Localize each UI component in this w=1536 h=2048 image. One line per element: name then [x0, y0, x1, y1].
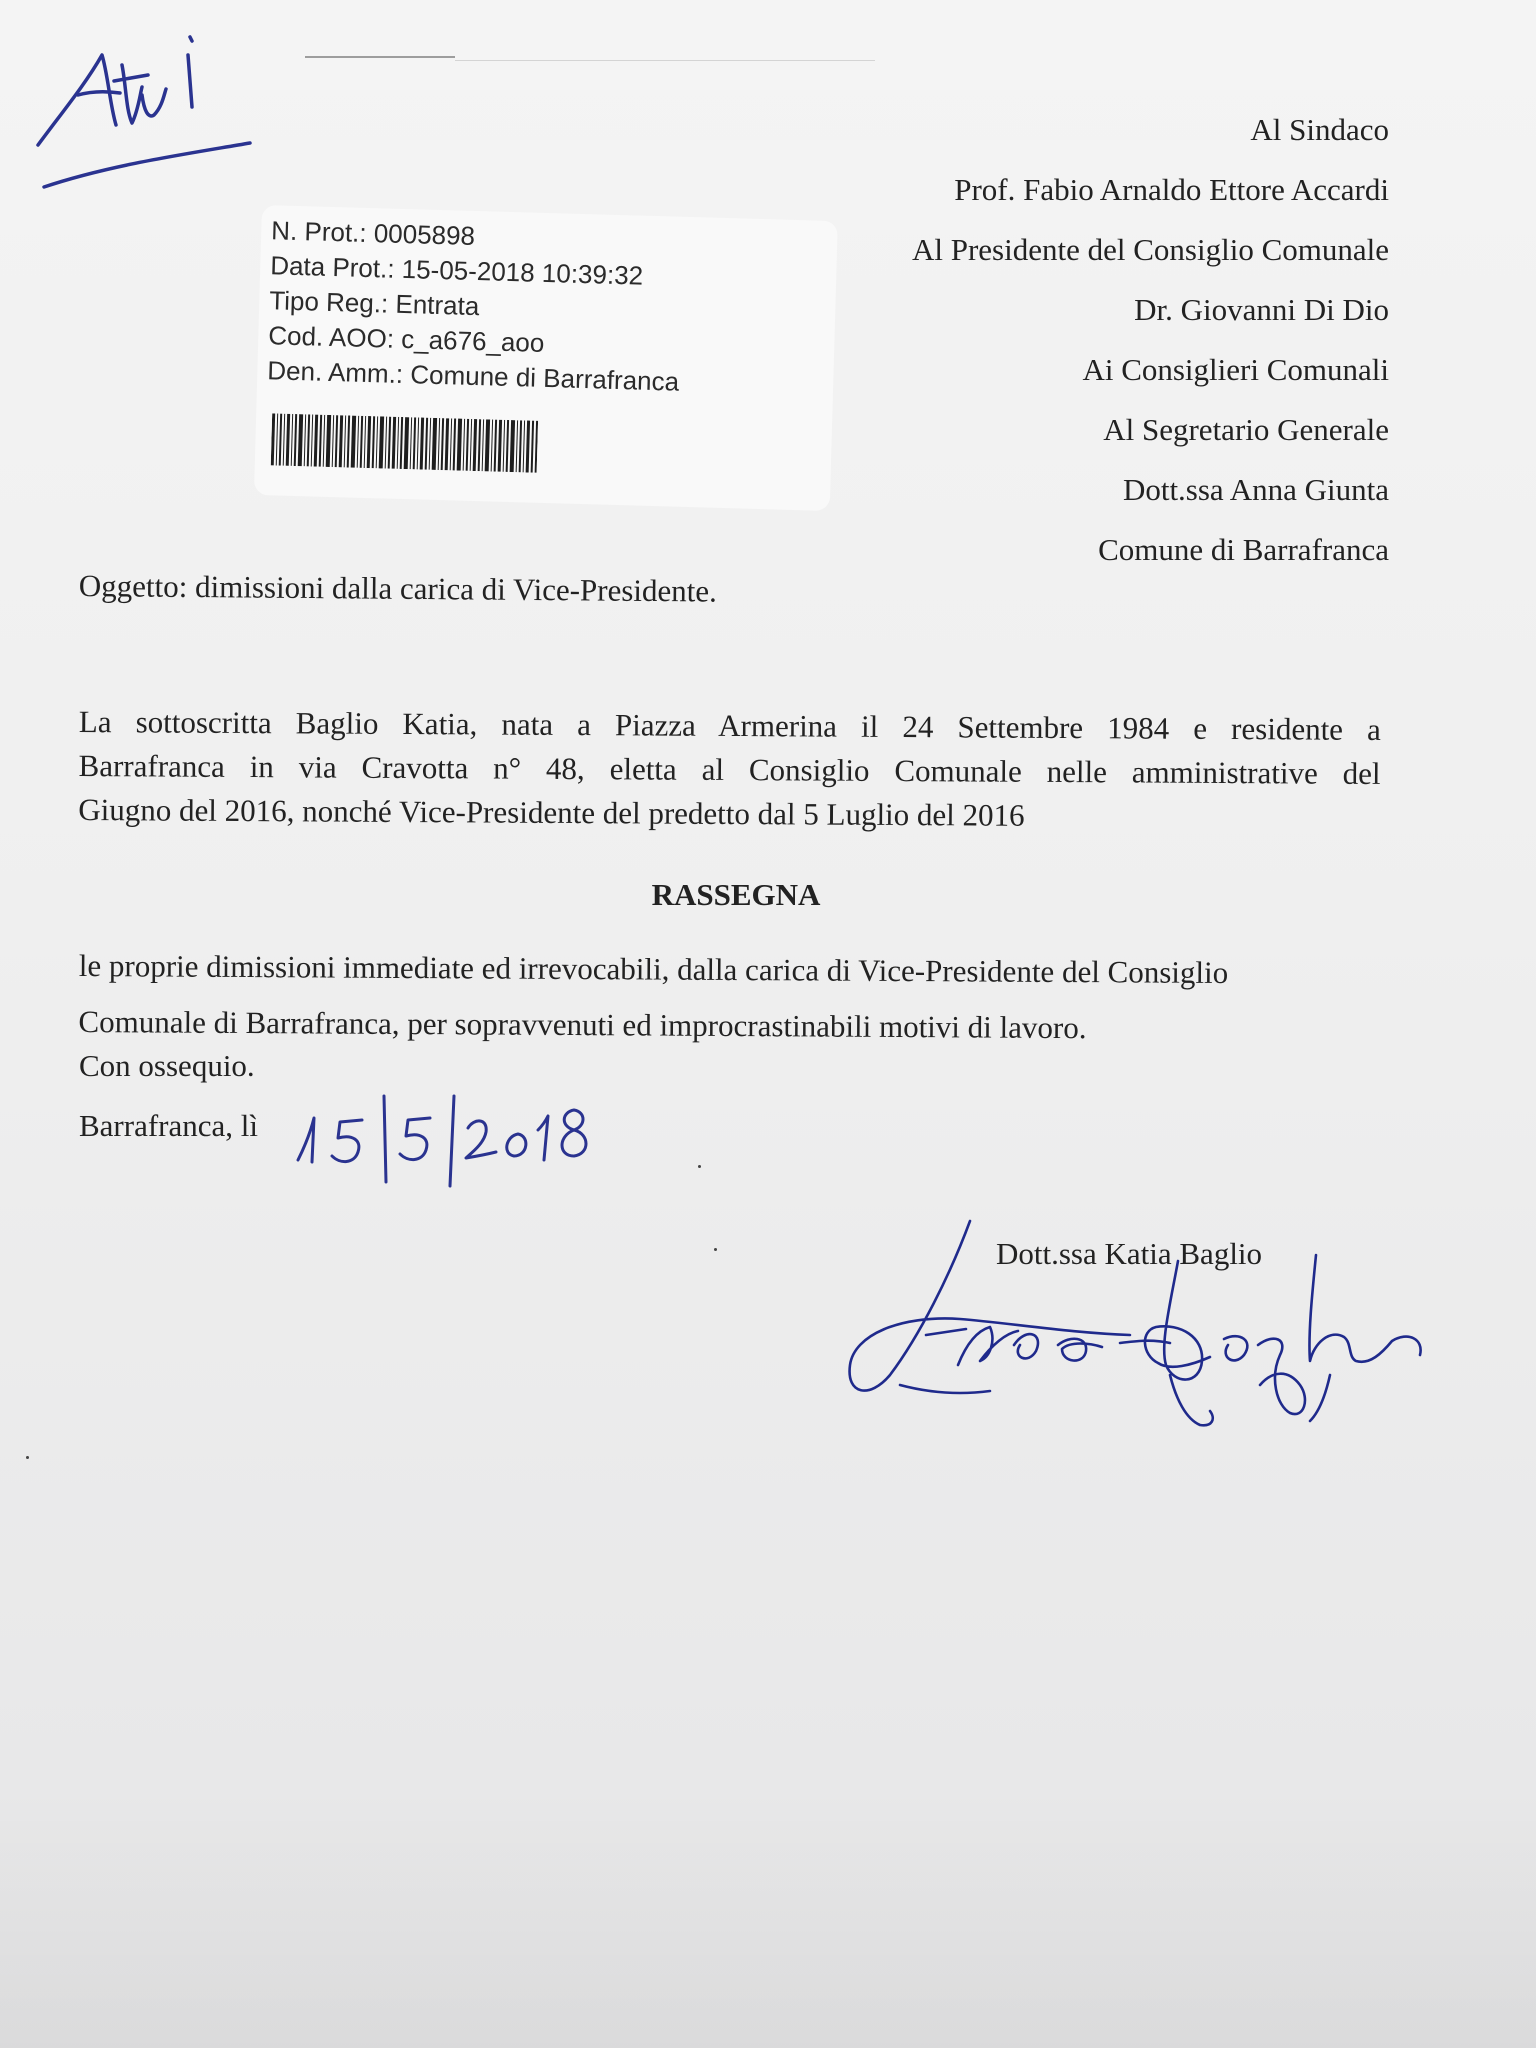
protocol-stamp-text [267, 213, 684, 399]
recipient-line: Dr. Giovanni Di Dio [1134, 292, 1389, 327]
body-paragraph-2 [78, 938, 1381, 1058]
body-line: Giugno del 2016, nonché Vice-Presidente del predetto dal 5 Luglio del 2016 [78, 791, 1025, 833]
protocol-administration: Den. Amm.: Comune di Barrafranca [266, 355, 680, 397]
recipient-line: Prof. Fabio Arnaldo Ettore Accardi [954, 172, 1389, 207]
body-line: Barrafranca in via Cravotta n° 48, eletta al Consiglio Comunale nelle amministrative del [78, 747, 1381, 791]
stray-mark [714, 1248, 717, 1251]
recipient-line: Al Presidente del Consiglio Comunale [911, 232, 1389, 267]
protocol-aoo-code: Cod. AOO: c_a676_aoo [267, 320, 545, 358]
recipients-block [912, 100, 1389, 580]
handwritten-signature [840, 1215, 1430, 1445]
closing-salutation: Con ossequio. [79, 1048, 255, 1083]
protocol-number: N. Prot.: 0005898 [270, 215, 476, 251]
resignation-heading: RASSEGNA [651, 877, 821, 912]
protocol-register-type: Tipo Reg.: Entrata [268, 285, 480, 322]
body-line: Comunale di Barrafranca, per sopravvenuti ed improcrastinabili motivi di lavoro. [78, 1003, 1087, 1046]
recipient-line: Al Segretario Generale [1103, 412, 1389, 447]
stray-mark [26, 1456, 29, 1459]
signer-name: Dott.ssa Katia Baglio [996, 1236, 1263, 1271]
protocol-date: Data Prot.: 15-05-2018 10:39:32 [269, 250, 644, 291]
handwritten-annotation [30, 15, 270, 195]
body-line: le proprie dimissioni immediate ed irrevocabili, dalla carica di Vice-Presidente del Consiglio [78, 947, 1229, 991]
subject-line: Oggetto: dimissioni dalla carica di Vice-Presidente. [78, 568, 718, 609]
recipient-line: Ai Consiglieri Comunali [1082, 352, 1389, 387]
handwritten-date [292, 1090, 602, 1190]
barcode [271, 413, 538, 472]
top-rule-faint [455, 60, 875, 61]
recipient-line: Al Sindaco [1250, 112, 1389, 147]
body-paragraph-1 [78, 700, 1381, 840]
body-line: La sottoscritta Baglio Katia, nata a Piazza Armerina il 24 Settembre 1984 e residente a [78, 703, 1381, 747]
recipient-line: Dott.ssa Anna Giunta [1122, 472, 1389, 507]
protocol-stamp [254, 205, 838, 511]
top-rule [305, 56, 455, 58]
place-label: Barrafranca, lì [79, 1108, 258, 1143]
stray-mark [698, 1165, 701, 1168]
recipient-line: Comune di Barrafranca [1098, 532, 1389, 567]
